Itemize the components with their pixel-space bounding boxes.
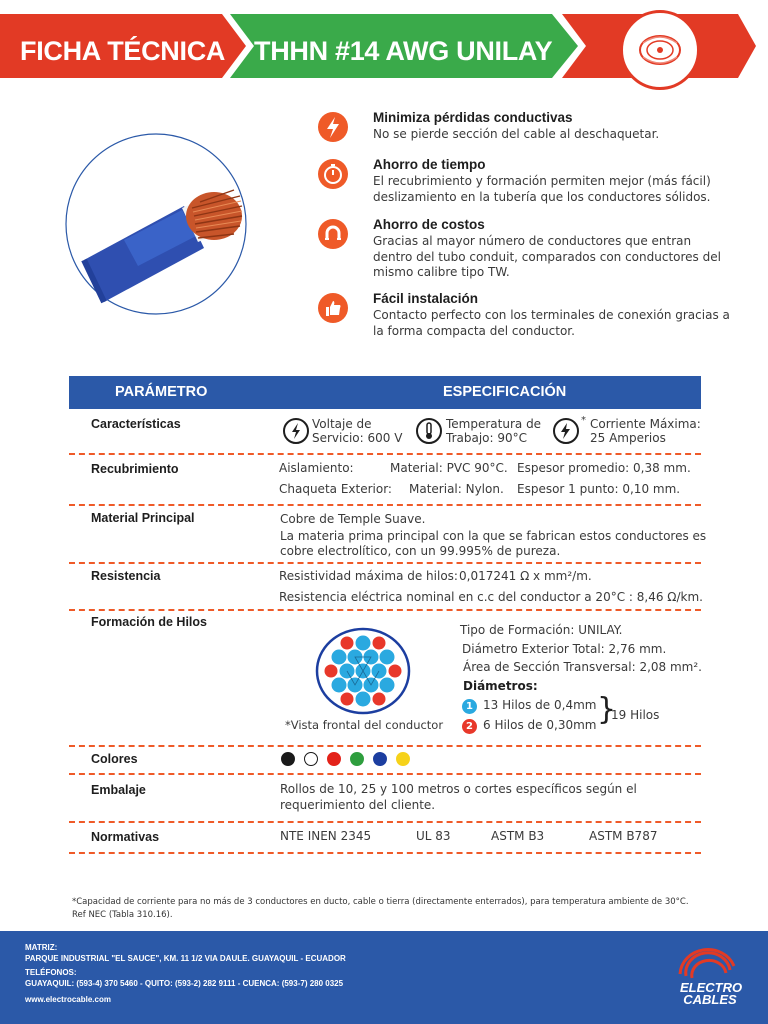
feature-text: El recubrimiento y formación permiten mejor (más fácil) deslizamiento en la tubería que los conductores sólidos. (373, 174, 711, 204)
col-specification: ESPECIFICACIÓN (443, 384, 567, 400)
footnote-line-1: *Capacidad de corriente para no más de 3 conductores en ducto, cable o tierra (directamente enterrados), para temperatura ambiente de 30°C. (72, 897, 689, 907)
row-divider (69, 773, 701, 775)
cross-section-area: Área de Sección Transversal: 2,08 mm². (463, 660, 702, 674)
row-label-strand-formation: Formación de Hilos (91, 615, 207, 629)
row-label-material: Material Principal (91, 511, 195, 525)
jacket-thickness: Espesor 1 punto: 0,10 mm. (517, 482, 681, 496)
strand-total: 19 Hilos (611, 708, 660, 722)
current-line-1: Corriente Máxima: (590, 417, 701, 431)
col-parameter: PARÁMETRO (115, 384, 208, 400)
current-line-2: 25 Amperios (590, 431, 666, 445)
logo-line-1: ELECTRO (680, 980, 743, 995)
spec-table-header (69, 376, 701, 409)
standard-astm-b787: ASTM B787 (589, 829, 658, 843)
phones: GUAYAQUIL: (593-4) 370 5460 - QUITO: (593-2) 282 9111 - CUENCA: (593-7) 280 0325 (25, 979, 344, 988)
voltage-line-1: Voltaje de (312, 417, 372, 431)
diameters-title: Diámetros: (463, 679, 538, 693)
voltage-line-2: Servicio: 600 V (312, 431, 403, 445)
standard-inen: NTE INEN 2345 (280, 829, 372, 843)
nominal-resistance: Resistencia eléctrica nominal en c.c del conductor a 20°C : 8,46 Ω/km. (279, 590, 703, 604)
row-divider (69, 453, 701, 455)
color-swatch-yellow (396, 752, 410, 766)
outer-diameter: Diámetro Exterior Total: 2,76 mm. (462, 642, 667, 656)
feature-text: Contacto perfecto con los terminales de conexión gracias a la forma compacta del conductor. (373, 308, 730, 338)
row-divider (69, 504, 701, 506)
footer (0, 931, 768, 1024)
cable-spool-icon (620, 10, 700, 90)
lightning-icon (318, 112, 348, 142)
row-divider (69, 852, 701, 854)
footnote-line-2: Ref NEC (Tabla 310.16). (72, 910, 173, 920)
insulation-label: Aislamiento: (279, 461, 354, 475)
color-swatch-blue (373, 752, 387, 766)
standard-astm-b3: ASTM B3 (491, 829, 545, 843)
thermometer-icon (416, 418, 442, 444)
insulation-material: Material: PVC 90°C. (390, 461, 508, 475)
stopwatch-icon (318, 159, 348, 189)
material-line-3: cobre electrolítico, con un 99.995% de pureza. (280, 544, 561, 558)
feature-title: Ahorro de tiempo (373, 157, 486, 172)
color-swatch-white (304, 752, 318, 766)
address-label: MATRIZ: (25, 943, 58, 952)
feature-text: Gracias al mayor número de conductores que entran dentro del tubo conduit, comparados con conductores del mismo calibre tipo TW. (373, 234, 721, 279)
logo-wordmark (680, 980, 743, 1007)
feature-title: Ahorro de costos (373, 217, 485, 232)
feature-title: Fácil instalación (373, 291, 479, 306)
standard-ul: UL 83 (416, 829, 451, 843)
current-footnote-mark: * (581, 415, 586, 426)
strand-2-spec: 6 Hilos de 0,30mm (483, 718, 597, 732)
product-title: THHN #14 AWG UNILAY (254, 36, 553, 66)
thumbs-up-icon (318, 293, 348, 323)
row-divider (69, 562, 701, 564)
strand-1-spec: 13 Hilos de 0,4mm (483, 698, 597, 712)
formation-type: Tipo de Formación: UNILAY. (460, 623, 623, 637)
address: PARQUE INDUSTRIAL "EL SAUCE", KM. 11 1/2 VIA DAULE. GUAYAQUIL - ECUADOR (25, 954, 346, 963)
color-swatch-black (281, 752, 295, 766)
footnote (72, 896, 712, 922)
row-label-standards: Normativas (91, 830, 160, 844)
row-divider (69, 821, 701, 823)
feature-title: Minimiza pérdidas conductivas (373, 110, 573, 125)
temperature-line-2: Trabajo: 90°C (446, 431, 528, 445)
row-divider (69, 745, 701, 747)
current-icon (553, 418, 579, 444)
temperature-line-1: Temperatura de (446, 417, 542, 431)
brace-icon: } (597, 692, 617, 727)
row-label-colors: Colores (91, 752, 138, 766)
row-label-coating: Recubrimiento (91, 462, 179, 476)
website-link[interactable]: www.electrocable.com (25, 995, 111, 1004)
cross-section-caption: *Vista frontal del conductor (285, 718, 444, 732)
feature-text: No se pierde sección del cable al deschaquetar. (373, 127, 660, 141)
cable-photo (64, 132, 254, 317)
insulation-thickness: Espesor promedio: 0,38 mm. (517, 461, 691, 475)
color-swatch-red (327, 752, 341, 766)
material-line-1: Cobre de Temple Suave. (280, 512, 426, 526)
strand-2-badge: 2 (462, 719, 477, 734)
packaging-line-2: requerimiento del cliente. (280, 798, 436, 812)
packaging-line-1: Rollos de 10, 25 y 100 metros o cortes específicos según el (280, 782, 637, 796)
voltage-icon (283, 418, 309, 444)
jacket-material: Material: Nylon. (409, 482, 504, 496)
resistivity-label: Resistividad máxima de hilos: (279, 569, 458, 583)
conductor-cross-section (314, 626, 412, 716)
sheet-title: FICHA TÉCNICA (20, 36, 226, 66)
row-divider (69, 609, 701, 611)
row-label-packaging: Embalaje (91, 783, 146, 797)
resistivity-value: 0,017241 Ω x mm²/m. (459, 569, 592, 583)
magnet-icon (318, 219, 348, 249)
row-label-characteristics: Características (91, 417, 181, 431)
color-swatch-green (350, 752, 364, 766)
logo-line-2: CABLES (683, 992, 737, 1007)
row-label-resistance: Resistencia (91, 569, 161, 583)
material-line-2: La materia prima principal con la que se fabrican estos conductores es (280, 529, 707, 543)
phones-label: TELÉFONOS: (25, 968, 77, 977)
strand-1-badge: 1 (462, 699, 477, 714)
jacket-label: Chaqueta Exterior: (279, 482, 392, 496)
